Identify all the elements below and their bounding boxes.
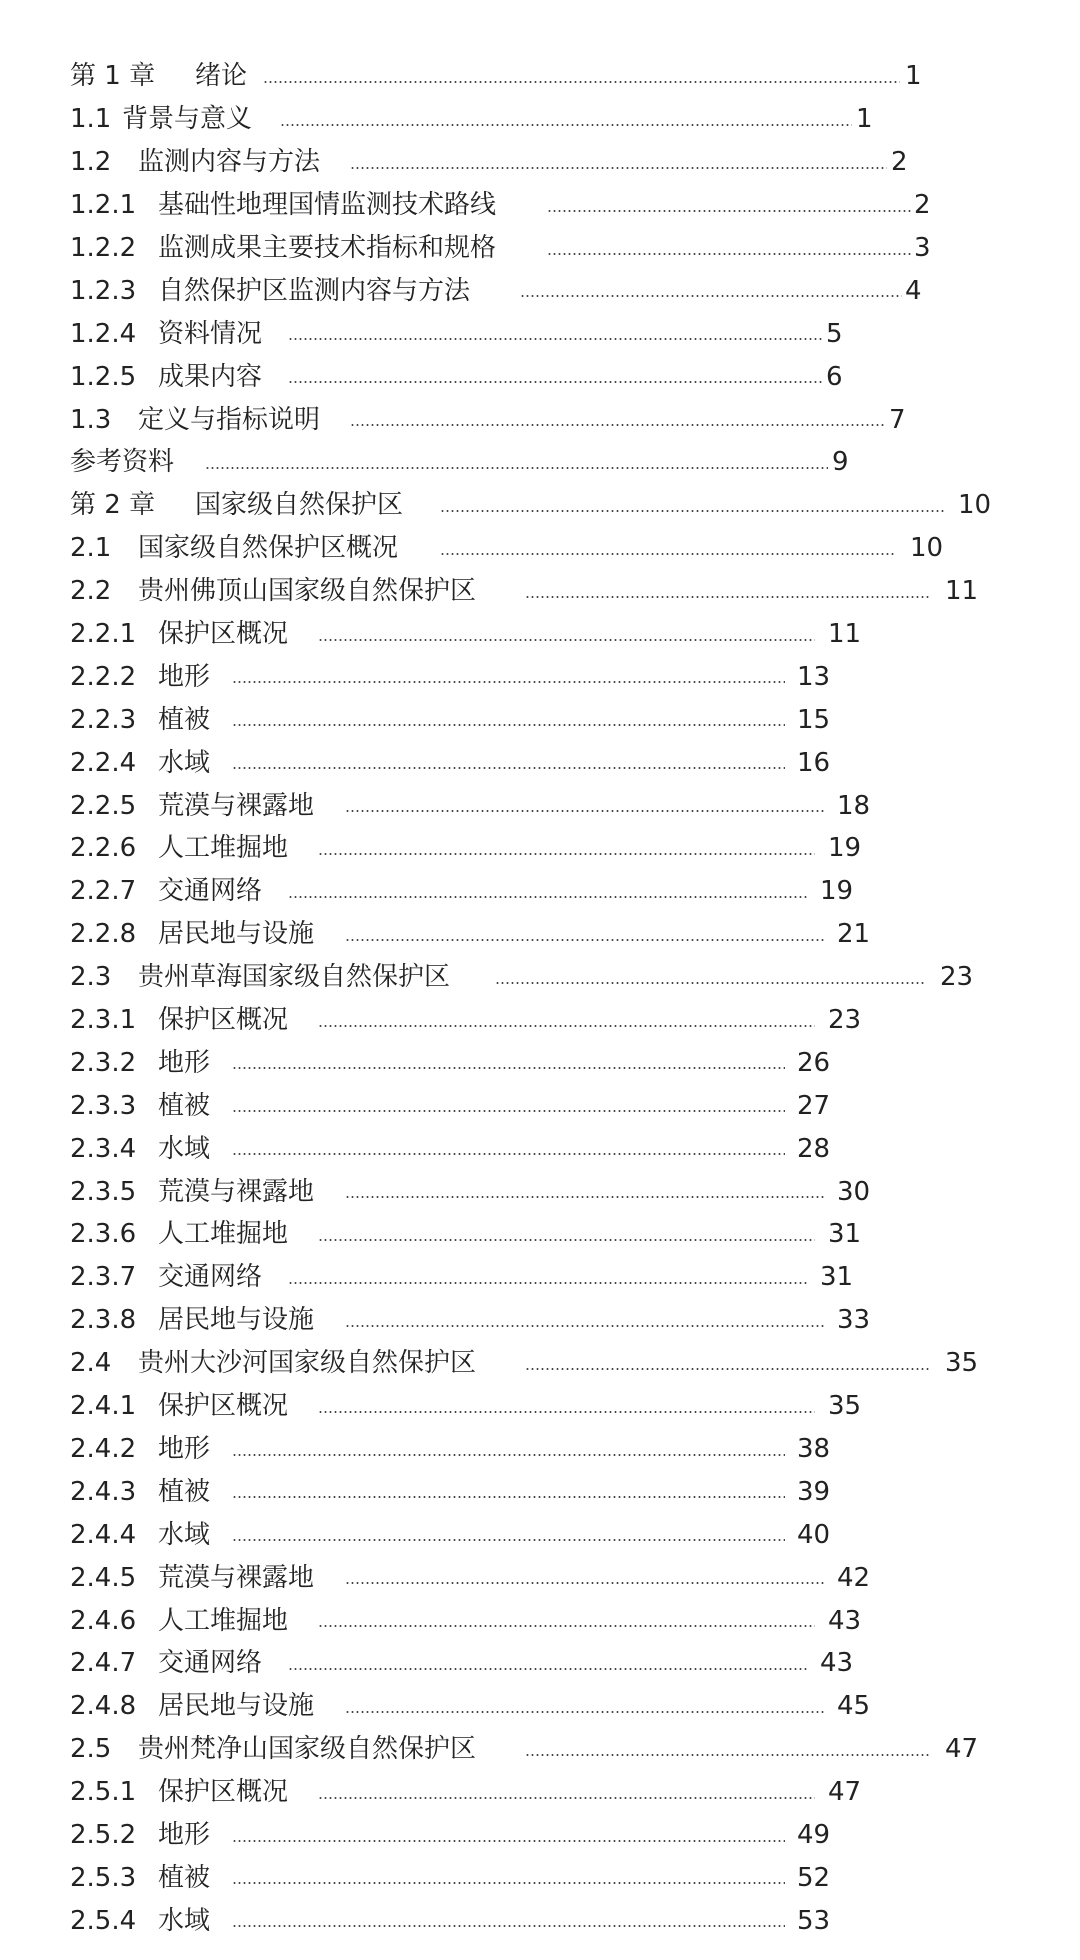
- dot-leader: [232, 1110, 785, 1112]
- toc-entry-page-number: 49: [797, 1819, 831, 1850]
- toc-entry[interactable]: [0, 1642, 1080, 1685]
- toc-entry-title: 植被: [158, 1090, 211, 1121]
- toc-entry-title: 荒漠与裸露地: [158, 1176, 315, 1207]
- toc-entry-number: 2.4.1: [70, 1391, 137, 1422]
- toc-entry-title: 居民地与设施: [158, 1691, 315, 1722]
- dot-leader: [440, 553, 895, 555]
- toc-entry-title: 水域: [158, 1519, 211, 1550]
- toc-entry-page-number: 31: [828, 1219, 862, 1250]
- toc-entry-page-number: 19: [820, 876, 854, 907]
- toc-entry[interactable]: [0, 1213, 1080, 1256]
- toc-entry-page-number: 3: [914, 233, 931, 263]
- dot-leader: [318, 1411, 815, 1413]
- dot-leader: [288, 1282, 808, 1284]
- toc-entry-number: 2.4.6: [70, 1605, 137, 1636]
- toc-entry-page-number: 2: [914, 190, 931, 221]
- toc-entry-page-number: 2: [891, 147, 908, 178]
- toc-entry-number: 2.2.1: [70, 619, 137, 650]
- dot-leader: [520, 295, 902, 297]
- dot-leader: [547, 253, 911, 255]
- toc-entry[interactable]: [0, 1084, 1080, 1127]
- toc-entry-title: 保护区概况: [158, 1005, 289, 1036]
- toc-entry-number: 2.3.1: [70, 1005, 137, 1036]
- toc-entry-title: 成果内容: [158, 361, 263, 392]
- toc-entry[interactable]: [0, 1771, 1080, 1814]
- toc-entry-title: 自然保护区监测内容与方法: [158, 275, 471, 306]
- toc-entry[interactable]: [0, 141, 1080, 184]
- toc-entry[interactable]: [0, 484, 1080, 527]
- table-of-contents: [0, 55, 1080, 1942]
- toc-entry-title: 水域: [158, 1905, 211, 1936]
- toc-entry-number: 2.4.2: [70, 1433, 137, 1464]
- toc-entry-number: 1.1: [70, 104, 112, 135]
- toc-entry[interactable]: [0, 1041, 1080, 1084]
- toc-entry-number: 2.3.6: [70, 1219, 137, 1250]
- toc-entry-title: 荒漠与裸露地: [158, 1562, 315, 1593]
- toc-entry[interactable]: [0, 1728, 1080, 1771]
- toc-entry[interactable]: [0, 741, 1080, 784]
- dot-leader: [318, 1025, 815, 1027]
- dot-leader: [232, 681, 785, 683]
- toc-entry-title: 地形: [158, 1819, 211, 1850]
- toc-entry[interactable]: [0, 1385, 1080, 1428]
- dot-leader: [318, 853, 815, 855]
- toc-entry-page-number: 38: [797, 1433, 831, 1464]
- toc-entry[interactable]: [0, 1814, 1080, 1857]
- toc-entry-number: 2.2.6: [70, 833, 137, 864]
- toc-entry-number: 2.3.4: [70, 1133, 137, 1164]
- dot-leader: [280, 124, 852, 126]
- toc-entry[interactable]: [0, 870, 1080, 913]
- toc-entry-number: 2.4.8: [70, 1691, 137, 1722]
- toc-entry-number: 2.5.2: [70, 1819, 137, 1850]
- toc-entry-number: 2.5: [70, 1734, 112, 1765]
- toc-entry-page-number: 23: [828, 1005, 862, 1036]
- toc-entry-page-number: 16: [797, 747, 831, 778]
- dot-leader: [525, 596, 930, 598]
- dot-leader: [288, 896, 808, 898]
- toc-entry-page-number: 31: [820, 1262, 854, 1293]
- dot-leader: [345, 1196, 825, 1198]
- toc-entry-page-number: 10: [958, 490, 992, 521]
- toc-entry-page-number: 13: [797, 661, 831, 692]
- toc-entry[interactable]: [0, 441, 1080, 484]
- toc-entry[interactable]: [0, 999, 1080, 1042]
- toc-entry-number: 2.3.2: [70, 1047, 137, 1078]
- toc-entry-number: 2.3: [70, 962, 112, 993]
- toc-entry-page-number: 53: [797, 1905, 831, 1936]
- dot-leader: [288, 1668, 808, 1670]
- dot-leader: [232, 1882, 785, 1884]
- dot-leader: [232, 1454, 785, 1456]
- toc-entry-title: 参考资料: [70, 447, 175, 478]
- toc-entry-page-number: 15: [797, 704, 831, 735]
- toc-entry-number: 1.2.1: [70, 190, 137, 221]
- dot-leader: [318, 639, 815, 641]
- toc-entry-page-number: 6: [826, 361, 843, 392]
- toc-entry-page-number: 4: [905, 275, 922, 306]
- toc-entry-number: 2.2: [70, 576, 112, 607]
- toc-entry-number: 2.4.5: [70, 1562, 137, 1593]
- toc-entry-title: 贵州大沙河国家级自然保护区: [138, 1348, 477, 1379]
- dot-leader: [232, 1153, 785, 1155]
- toc-entry-title: 保护区概况: [158, 619, 289, 650]
- toc-entry-title: 国家级自然保护区: [195, 490, 404, 521]
- toc-entry-page-number: 43: [828, 1605, 862, 1636]
- toc-entry[interactable]: [0, 613, 1080, 656]
- toc-entry-title: 定义与指标说明: [138, 404, 321, 435]
- toc-entry-page-number: 35: [828, 1391, 862, 1422]
- toc-entry-page-number: 11: [945, 576, 979, 607]
- toc-entry[interactable]: [0, 527, 1080, 570]
- toc-entry-number: 2.2.5: [70, 790, 137, 821]
- toc-entry[interactable]: [0, 1470, 1080, 1513]
- dot-leader: [232, 1840, 785, 1842]
- dot-leader: [232, 724, 785, 726]
- toc-entry-title: 水域: [158, 1133, 211, 1164]
- toc-entry-title: 植被: [158, 1476, 211, 1507]
- toc-entry[interactable]: [0, 1513, 1080, 1556]
- dot-leader: [263, 81, 900, 83]
- toc-entry-title: 基础性地理国情监测技术路线: [158, 190, 497, 221]
- toc-entry[interactable]: [0, 1342, 1080, 1385]
- toc-entry[interactable]: [0, 269, 1080, 312]
- dot-leader: [232, 1925, 785, 1927]
- toc-entry-title: 绪论: [195, 61, 248, 92]
- toc-entry-number: 1.2.2: [70, 233, 137, 263]
- toc-entry[interactable]: [0, 784, 1080, 827]
- toc-entry-number: 2.4.7: [70, 1648, 137, 1679]
- toc-entry-number: 2.3.5: [70, 1176, 137, 1207]
- toc-entry[interactable]: [0, 1685, 1080, 1728]
- dot-leader: [350, 167, 887, 169]
- toc-entry-title: 贵州佛顶山国家级自然保护区: [138, 576, 477, 607]
- toc-entry-number: 2.2.3: [70, 704, 137, 735]
- toc-entry-title: 植被: [158, 1862, 211, 1893]
- toc-entry[interactable]: [0, 1599, 1080, 1642]
- dot-leader: [345, 939, 825, 941]
- toc-entry-title: 国家级自然保护区概况: [138, 533, 399, 564]
- toc-entry[interactable]: [0, 956, 1080, 999]
- toc-entry[interactable]: [0, 698, 1080, 741]
- toc-entry-page-number: 1: [856, 104, 873, 135]
- toc-entry[interactable]: [0, 1256, 1080, 1299]
- toc-entry[interactable]: [0, 312, 1080, 355]
- toc-entry-number: 2.2.7: [70, 876, 137, 907]
- toc-entry-page-number: 42: [837, 1562, 871, 1593]
- dot-leader: [288, 381, 822, 383]
- toc-entry-page-number: 7: [889, 404, 906, 435]
- toc-entry-page-number: 5: [826, 318, 843, 349]
- dot-leader: [318, 1239, 815, 1241]
- dot-leader: [525, 1368, 930, 1370]
- toc-entry-number: 1.3: [70, 404, 112, 435]
- toc-entry[interactable]: [0, 355, 1080, 398]
- dot-leader: [345, 1711, 825, 1713]
- toc-entry-number: 2.4: [70, 1348, 112, 1379]
- toc-entry-number: 2.3.3: [70, 1090, 137, 1121]
- toc-entry-number: 2.4.4: [70, 1519, 137, 1550]
- toc-entry[interactable]: [0, 227, 1080, 270]
- toc-entry-page-number: 26: [797, 1047, 831, 1078]
- toc-entry[interactable]: [0, 1899, 1080, 1942]
- toc-entry-title: 保护区概况: [158, 1391, 289, 1422]
- toc-entry-page-number: 39: [797, 1476, 831, 1507]
- dot-leader: [525, 1754, 930, 1756]
- toc-entry-number: 2.2.8: [70, 919, 137, 950]
- toc-entry-page-number: 23: [940, 962, 974, 993]
- dot-leader: [440, 510, 945, 512]
- toc-entry-title: 贵州梵净山国家级自然保护区: [138, 1734, 477, 1765]
- toc-entry[interactable]: [0, 1856, 1080, 1899]
- toc-entry[interactable]: [0, 184, 1080, 227]
- toc-entry-page-number: 21: [837, 919, 871, 950]
- toc-entry-page-number: 45: [837, 1691, 871, 1722]
- toc-entry-title: 交通网络: [158, 876, 263, 907]
- toc-entry-page-number: 33: [837, 1305, 871, 1336]
- toc-entry[interactable]: [0, 55, 1080, 98]
- toc-entry-number: 第 1 章: [70, 61, 156, 92]
- toc-entry-title: 居民地与设施: [158, 1305, 315, 1336]
- toc-entry-number: 1.2.3: [70, 275, 137, 306]
- toc-entry-title: 居民地与设施: [158, 919, 315, 950]
- toc-entry-title: 监测成果主要技术指标和规格: [158, 233, 497, 263]
- toc-entry-number: 2.2.4: [70, 747, 137, 778]
- toc-entry-title: 水域: [158, 747, 211, 778]
- toc-entry-title: 人工堆掘地: [158, 833, 289, 864]
- dot-leader: [288, 338, 822, 340]
- toc-entry-title: 地形: [158, 1047, 211, 1078]
- toc-entry-number: 1.2: [70, 147, 112, 178]
- toc-entry-number: 1.2.4: [70, 318, 137, 349]
- toc-entry[interactable]: [0, 827, 1080, 870]
- dot-leader: [232, 767, 785, 769]
- toc-entry-page-number: 19: [828, 833, 862, 864]
- toc-entry-page-number: 27: [797, 1090, 831, 1121]
- toc-entry-title: 人工堆掘地: [158, 1219, 289, 1250]
- toc-entry-title: 资料情况: [158, 318, 263, 349]
- toc-entry-page-number: 40: [797, 1519, 831, 1550]
- toc-entry-number: 第 2 章: [70, 490, 156, 521]
- toc-entry-number: 2.2.2: [70, 661, 137, 692]
- toc-entry-page-number: 10: [910, 533, 944, 564]
- toc-entry-number: 2.1: [70, 533, 112, 564]
- dot-leader: [232, 1067, 785, 1069]
- dot-leader: [205, 467, 828, 469]
- toc-entry[interactable]: [0, 98, 1080, 141]
- toc-entry-number: 1.2.5: [70, 361, 137, 392]
- toc-entry-title: 交通网络: [158, 1262, 263, 1293]
- dot-leader: [350, 424, 885, 426]
- dot-leader: [547, 210, 911, 212]
- toc-entry-title: 植被: [158, 704, 211, 735]
- toc-entry[interactable]: [0, 913, 1080, 956]
- toc-entry-page-number: 11: [828, 619, 862, 650]
- dot-leader: [345, 1582, 825, 1584]
- toc-entry-page-number: 18: [837, 790, 871, 821]
- toc-entry-title: 人工堆掘地: [158, 1605, 289, 1636]
- toc-entry-number: 2.3.8: [70, 1305, 137, 1336]
- toc-entry[interactable]: [0, 1170, 1080, 1213]
- toc-entry-page-number: 35: [945, 1348, 979, 1379]
- toc-entry[interactable]: [0, 570, 1080, 613]
- toc-entry-page-number: 30: [837, 1176, 871, 1207]
- toc-entry-title: 监测内容与方法: [138, 147, 321, 178]
- toc-entry-page-number: 9: [832, 447, 849, 478]
- toc-entry-number: 2.4.3: [70, 1476, 137, 1507]
- dot-leader: [345, 1325, 825, 1327]
- toc-entry[interactable]: [0, 1556, 1080, 1599]
- toc-entry-title: 交通网络: [158, 1648, 263, 1679]
- toc-entry-title: 背景与意义: [122, 104, 253, 135]
- dot-leader: [318, 1797, 815, 1799]
- toc-entry-page-number: 52: [797, 1862, 831, 1893]
- toc-entry-page-number: 43: [820, 1648, 854, 1679]
- toc-entry-number: 2.3.7: [70, 1262, 137, 1293]
- toc-entry-number: 2.5.3: [70, 1862, 137, 1893]
- toc-entry-number: 2.5.4: [70, 1905, 137, 1936]
- toc-entry-title: 地形: [158, 1433, 211, 1464]
- dot-leader: [232, 1539, 785, 1541]
- toc-entry-title: 贵州草海国家级自然保护区: [138, 962, 451, 993]
- toc-entry[interactable]: [0, 1127, 1080, 1170]
- dot-leader: [232, 1496, 785, 1498]
- toc-entry[interactable]: [0, 1299, 1080, 1342]
- toc-entry-page-number: 1: [905, 61, 922, 92]
- toc-entry-page-number: 47: [828, 1777, 862, 1808]
- toc-entry[interactable]: [0, 398, 1080, 441]
- dot-leader: [318, 1625, 815, 1627]
- toc-entry-title: 荒漠与裸露地: [158, 790, 315, 821]
- toc-entry-number: 2.5.1: [70, 1777, 137, 1808]
- toc-entry[interactable]: [0, 1428, 1080, 1471]
- dot-leader: [495, 982, 925, 984]
- toc-entry-title: 地形: [158, 661, 211, 692]
- toc-entry-title: 保护区概况: [158, 1777, 289, 1808]
- dot-leader: [345, 810, 825, 812]
- toc-entry[interactable]: [0, 655, 1080, 698]
- toc-entry-page-number: 28: [797, 1133, 831, 1164]
- toc-entry-page-number: 47: [945, 1734, 979, 1765]
